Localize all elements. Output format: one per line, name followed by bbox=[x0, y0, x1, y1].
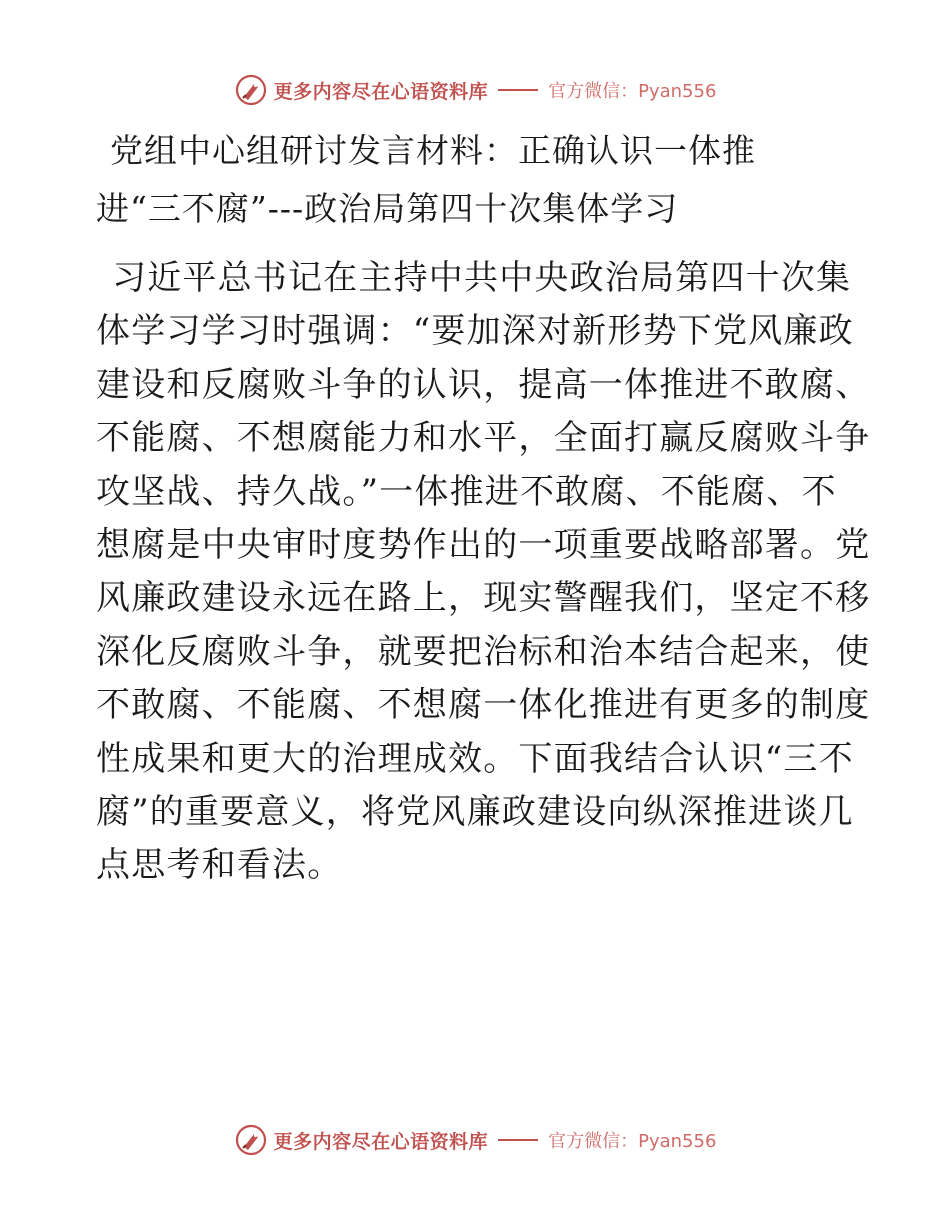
body-line: 性成果和更大的治理成效。下面我结合认识“三不 bbox=[96, 738, 854, 779]
body-line: 深化反腐败斗争，就要把治标和治本结合起来，使 bbox=[96, 631, 871, 672]
body-line: 体学习学习时强调：“要加深对新形势下党风廉政 bbox=[96, 311, 854, 352]
document-title bbox=[96, 122, 856, 238]
title-line-1: 党组中心组研讨发言材料：正确认识一体推 bbox=[110, 131, 756, 170]
footer-watermark-banner bbox=[0, 1120, 950, 1160]
title-line-2: 进“三不腐”---政治局第四十次集体学习 bbox=[96, 189, 679, 228]
banner-brand-text: 更多内容尽在心语资料库 bbox=[273, 80, 489, 103]
body-line: 腐”的重要意义，将党风廉政建设向纵深推进谈几 bbox=[96, 792, 854, 833]
pen-nib-logo-icon bbox=[234, 1123, 268, 1157]
body-line: 不能腐、不想腐能力和水平，全面打赢反腐败斗争 bbox=[96, 418, 871, 459]
banner-brand-text: 更多内容尽在心语资料库 bbox=[273, 1130, 489, 1153]
body-line: 不敢腐、不能腐、不想腐一体化推进有更多的制度 bbox=[96, 685, 871, 726]
banner-dash bbox=[498, 1139, 538, 1141]
banner-wechat-text: 官方微信：Pyan556 bbox=[548, 1131, 717, 1152]
header-watermark-banner bbox=[0, 70, 950, 110]
body-line: 点思考和看法。 bbox=[96, 845, 343, 886]
body-line: 风廉政建设永远在路上，现实警醒我们，坚定不移 bbox=[96, 578, 871, 619]
banner-wechat-text: 官方微信：Pyan556 bbox=[548, 81, 717, 102]
body-line: 想腐是中央审时度势作出的一项重要战略部署。党 bbox=[96, 525, 871, 566]
document-body-paragraph bbox=[96, 252, 871, 893]
pen-nib-logo-icon bbox=[234, 73, 268, 107]
banner-dash bbox=[498, 89, 538, 91]
body-line: 建设和反腐败斗争的认识，提高一体推进不敢腐、 bbox=[96, 364, 871, 405]
body-line: 习近平总书记在主持中共中央政治局第四十次集 bbox=[112, 258, 852, 298]
body-line: 攻坚战、持久战。”一体推进不敢腐、不能腐、不 bbox=[96, 471, 837, 512]
